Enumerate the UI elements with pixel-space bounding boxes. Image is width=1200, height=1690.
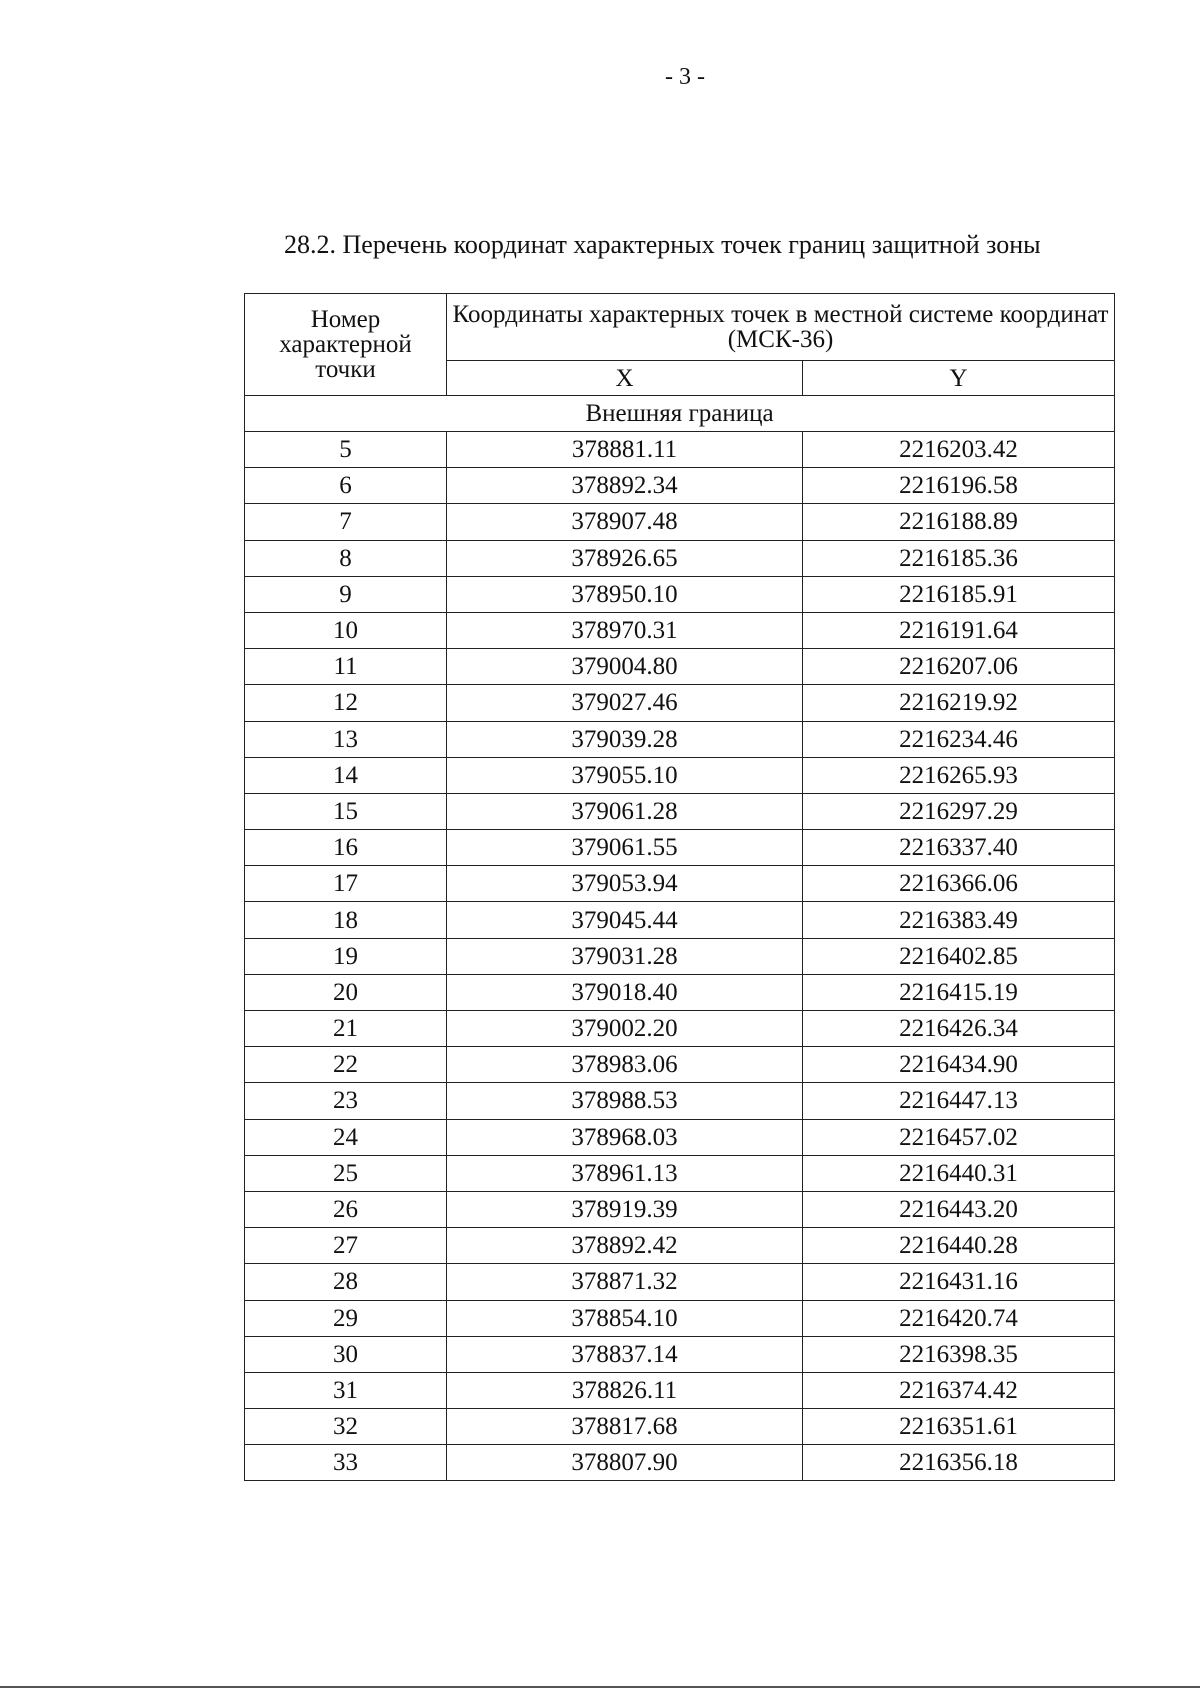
table-row bbox=[245, 504, 1115, 540]
table-row bbox=[245, 793, 1115, 829]
table-row bbox=[245, 1047, 1115, 1083]
x-coordinate-cell: 379055.10 bbox=[447, 757, 803, 793]
y-coordinate-cell: 2216443.20 bbox=[803, 1191, 1115, 1227]
x-coordinate-cell: 378837.14 bbox=[447, 1336, 803, 1372]
point-number-cell: 31 bbox=[245, 1372, 447, 1408]
y-coordinate-cell: 2216434.90 bbox=[803, 1047, 1115, 1083]
y-coordinate-cell: 2216203.42 bbox=[803, 432, 1115, 468]
point-number-cell: 14 bbox=[245, 757, 447, 793]
point-number-cell: 29 bbox=[245, 1300, 447, 1336]
point-number-cell: 19 bbox=[245, 938, 447, 974]
y-coordinate-cell: 2216188.89 bbox=[803, 504, 1115, 540]
table-row bbox=[245, 685, 1115, 721]
x-coordinate-cell: 379004.80 bbox=[447, 649, 803, 685]
point-number-cell: 10 bbox=[245, 612, 447, 648]
point-number-cell: 27 bbox=[245, 1228, 447, 1264]
x-coordinate-cell: 378950.10 bbox=[447, 576, 803, 612]
table-row bbox=[245, 1228, 1115, 1264]
y-coordinate-cell: 2216431.16 bbox=[803, 1264, 1115, 1300]
y-coordinate-cell: 2216265.93 bbox=[803, 757, 1115, 793]
point-number-cell: 11 bbox=[245, 649, 447, 685]
y-coordinate-cell: 2216420.74 bbox=[803, 1300, 1115, 1336]
outer-boundary-label: Внешняя граница bbox=[245, 396, 1115, 432]
y-coordinate-cell: 2216440.28 bbox=[803, 1228, 1115, 1264]
coordinates-group-header: Координаты характерных точек в местной системе координат (МСК-36) bbox=[447, 294, 1115, 361]
x-coordinate-cell: 379039.28 bbox=[447, 721, 803, 757]
coordinates-table bbox=[244, 293, 1115, 1481]
x-coordinate-cell: 378817.68 bbox=[447, 1409, 803, 1445]
point-number-cell: 8 bbox=[245, 540, 447, 576]
y-coordinate-cell: 2216402.85 bbox=[803, 938, 1115, 974]
point-number-cell: 23 bbox=[245, 1083, 447, 1119]
table-row bbox=[245, 938, 1115, 974]
table-row bbox=[245, 576, 1115, 612]
table-row bbox=[245, 1336, 1115, 1372]
table-row bbox=[245, 1445, 1115, 1481]
y-coordinate-cell: 2216457.02 bbox=[803, 1119, 1115, 1155]
point-number-header-line-1: Номер bbox=[310, 306, 381, 333]
x-coordinate-cell: 378961.13 bbox=[447, 1155, 803, 1191]
y-coordinate-cell: 2216219.92 bbox=[803, 685, 1115, 721]
table-row bbox=[245, 1191, 1115, 1227]
table-row bbox=[245, 830, 1115, 866]
y-coordinate-cell: 2216234.46 bbox=[803, 721, 1115, 757]
x-coordinate-cell: 379045.44 bbox=[447, 902, 803, 938]
table-row bbox=[245, 432, 1115, 468]
point-number-cell: 9 bbox=[245, 576, 447, 612]
page-number: - 3 - bbox=[665, 64, 705, 90]
x-coordinate-cell: 378970.31 bbox=[447, 612, 803, 648]
table-row bbox=[245, 721, 1115, 757]
x-coordinate-cell: 378881.11 bbox=[447, 432, 803, 468]
table-row bbox=[245, 866, 1115, 902]
x-column-header: X bbox=[447, 361, 803, 396]
x-coordinate-cell: 379053.94 bbox=[447, 866, 803, 902]
x-coordinate-cell: 378919.39 bbox=[447, 1191, 803, 1227]
table-row bbox=[245, 1372, 1115, 1408]
table-row bbox=[245, 902, 1115, 938]
bottom-rule bbox=[0, 1686, 1200, 1688]
point-number-header-line-3: точки bbox=[315, 356, 376, 383]
x-coordinate-cell: 379061.28 bbox=[447, 793, 803, 829]
y-coordinate-cell: 2216415.19 bbox=[803, 974, 1115, 1010]
point-number-cell: 30 bbox=[245, 1336, 447, 1372]
point-number-cell: 32 bbox=[245, 1409, 447, 1445]
y-coordinate-cell: 2216191.64 bbox=[803, 612, 1115, 648]
x-coordinate-cell: 378854.10 bbox=[447, 1300, 803, 1336]
table-row bbox=[245, 974, 1115, 1010]
point-number-cell: 18 bbox=[245, 902, 447, 938]
point-number-cell: 25 bbox=[245, 1155, 447, 1191]
point-number-cell: 26 bbox=[245, 1191, 447, 1227]
point-number-cell: 6 bbox=[245, 468, 447, 504]
table-row bbox=[245, 649, 1115, 685]
table-header bbox=[245, 294, 1115, 396]
x-coordinate-cell: 378892.34 bbox=[447, 468, 803, 504]
y-coordinate-cell: 2216337.40 bbox=[803, 830, 1115, 866]
x-coordinate-cell: 378871.32 bbox=[447, 1264, 803, 1300]
table-row bbox=[245, 1083, 1115, 1119]
x-coordinate-cell: 378968.03 bbox=[447, 1119, 803, 1155]
point-number-cell: 33 bbox=[245, 1445, 447, 1481]
x-coordinate-cell: 379018.40 bbox=[447, 974, 803, 1010]
table-row bbox=[245, 612, 1115, 648]
table-row bbox=[245, 468, 1115, 504]
x-coordinate-cell: 378826.11 bbox=[447, 1372, 803, 1408]
point-number-cell: 21 bbox=[245, 1011, 447, 1047]
point-number-cell: 7 bbox=[245, 504, 447, 540]
x-coordinate-cell: 378926.65 bbox=[447, 540, 803, 576]
x-coordinate-cell: 379027.46 bbox=[447, 685, 803, 721]
y-coordinate-cell: 2216426.34 bbox=[803, 1011, 1115, 1047]
point-number-cell: 17 bbox=[245, 866, 447, 902]
y-coordinate-cell: 2216398.35 bbox=[803, 1336, 1115, 1372]
y-coordinate-cell: 2216185.91 bbox=[803, 576, 1115, 612]
y-coordinate-cell: 2216447.13 bbox=[803, 1083, 1115, 1119]
y-coordinate-cell: 2216366.06 bbox=[803, 866, 1115, 902]
table-row bbox=[245, 1119, 1115, 1155]
y-coordinate-cell: 2216207.06 bbox=[803, 649, 1115, 685]
outer-boundary-row bbox=[245, 396, 1115, 432]
point-number-cell: 20 bbox=[245, 974, 447, 1010]
y-coordinate-cell: 2216297.29 bbox=[803, 793, 1115, 829]
point-number-cell: 5 bbox=[245, 432, 447, 468]
point-number-cell: 15 bbox=[245, 793, 447, 829]
table-row bbox=[245, 757, 1115, 793]
y-coordinate-cell: 2216196.58 bbox=[803, 468, 1115, 504]
table-row bbox=[245, 540, 1115, 576]
table-body bbox=[245, 396, 1115, 1481]
table-row bbox=[245, 1264, 1115, 1300]
point-number-cell: 13 bbox=[245, 721, 447, 757]
y-coordinate-cell: 2216383.49 bbox=[803, 902, 1115, 938]
section-title: 28.2. Перечень координат характерных точек границ защитной зоны bbox=[284, 230, 1041, 259]
table-row bbox=[245, 1155, 1115, 1191]
y-coordinate-cell: 2216185.36 bbox=[803, 540, 1115, 576]
point-number-header-line-2: характерной bbox=[279, 331, 412, 358]
x-coordinate-cell: 379031.28 bbox=[447, 938, 803, 974]
point-number-cell: 16 bbox=[245, 830, 447, 866]
x-coordinate-cell: 378988.53 bbox=[447, 1083, 803, 1119]
point-number-cell: 24 bbox=[245, 1119, 447, 1155]
point-number-cell: 22 bbox=[245, 1047, 447, 1083]
x-coordinate-cell: 378807.90 bbox=[447, 1445, 803, 1481]
x-coordinate-cell: 378892.42 bbox=[447, 1228, 803, 1264]
x-coordinate-cell: 378983.06 bbox=[447, 1047, 803, 1083]
y-coordinate-cell: 2216374.42 bbox=[803, 1372, 1115, 1408]
y-coordinate-cell: 2216356.18 bbox=[803, 1445, 1115, 1481]
point-number-cell: 12 bbox=[245, 685, 447, 721]
point-number-header bbox=[245, 294, 447, 396]
x-coordinate-cell: 379002.20 bbox=[447, 1011, 803, 1047]
y-coordinate-cell: 2216351.61 bbox=[803, 1409, 1115, 1445]
table-row bbox=[245, 1011, 1115, 1047]
y-column-header: Y bbox=[803, 361, 1115, 396]
y-coordinate-cell: 2216440.31 bbox=[803, 1155, 1115, 1191]
point-number-cell: 28 bbox=[245, 1264, 447, 1300]
x-coordinate-cell: 379061.55 bbox=[447, 830, 803, 866]
table-row bbox=[245, 1409, 1115, 1445]
x-coordinate-cell: 378907.48 bbox=[447, 504, 803, 540]
table-row bbox=[245, 1300, 1115, 1336]
